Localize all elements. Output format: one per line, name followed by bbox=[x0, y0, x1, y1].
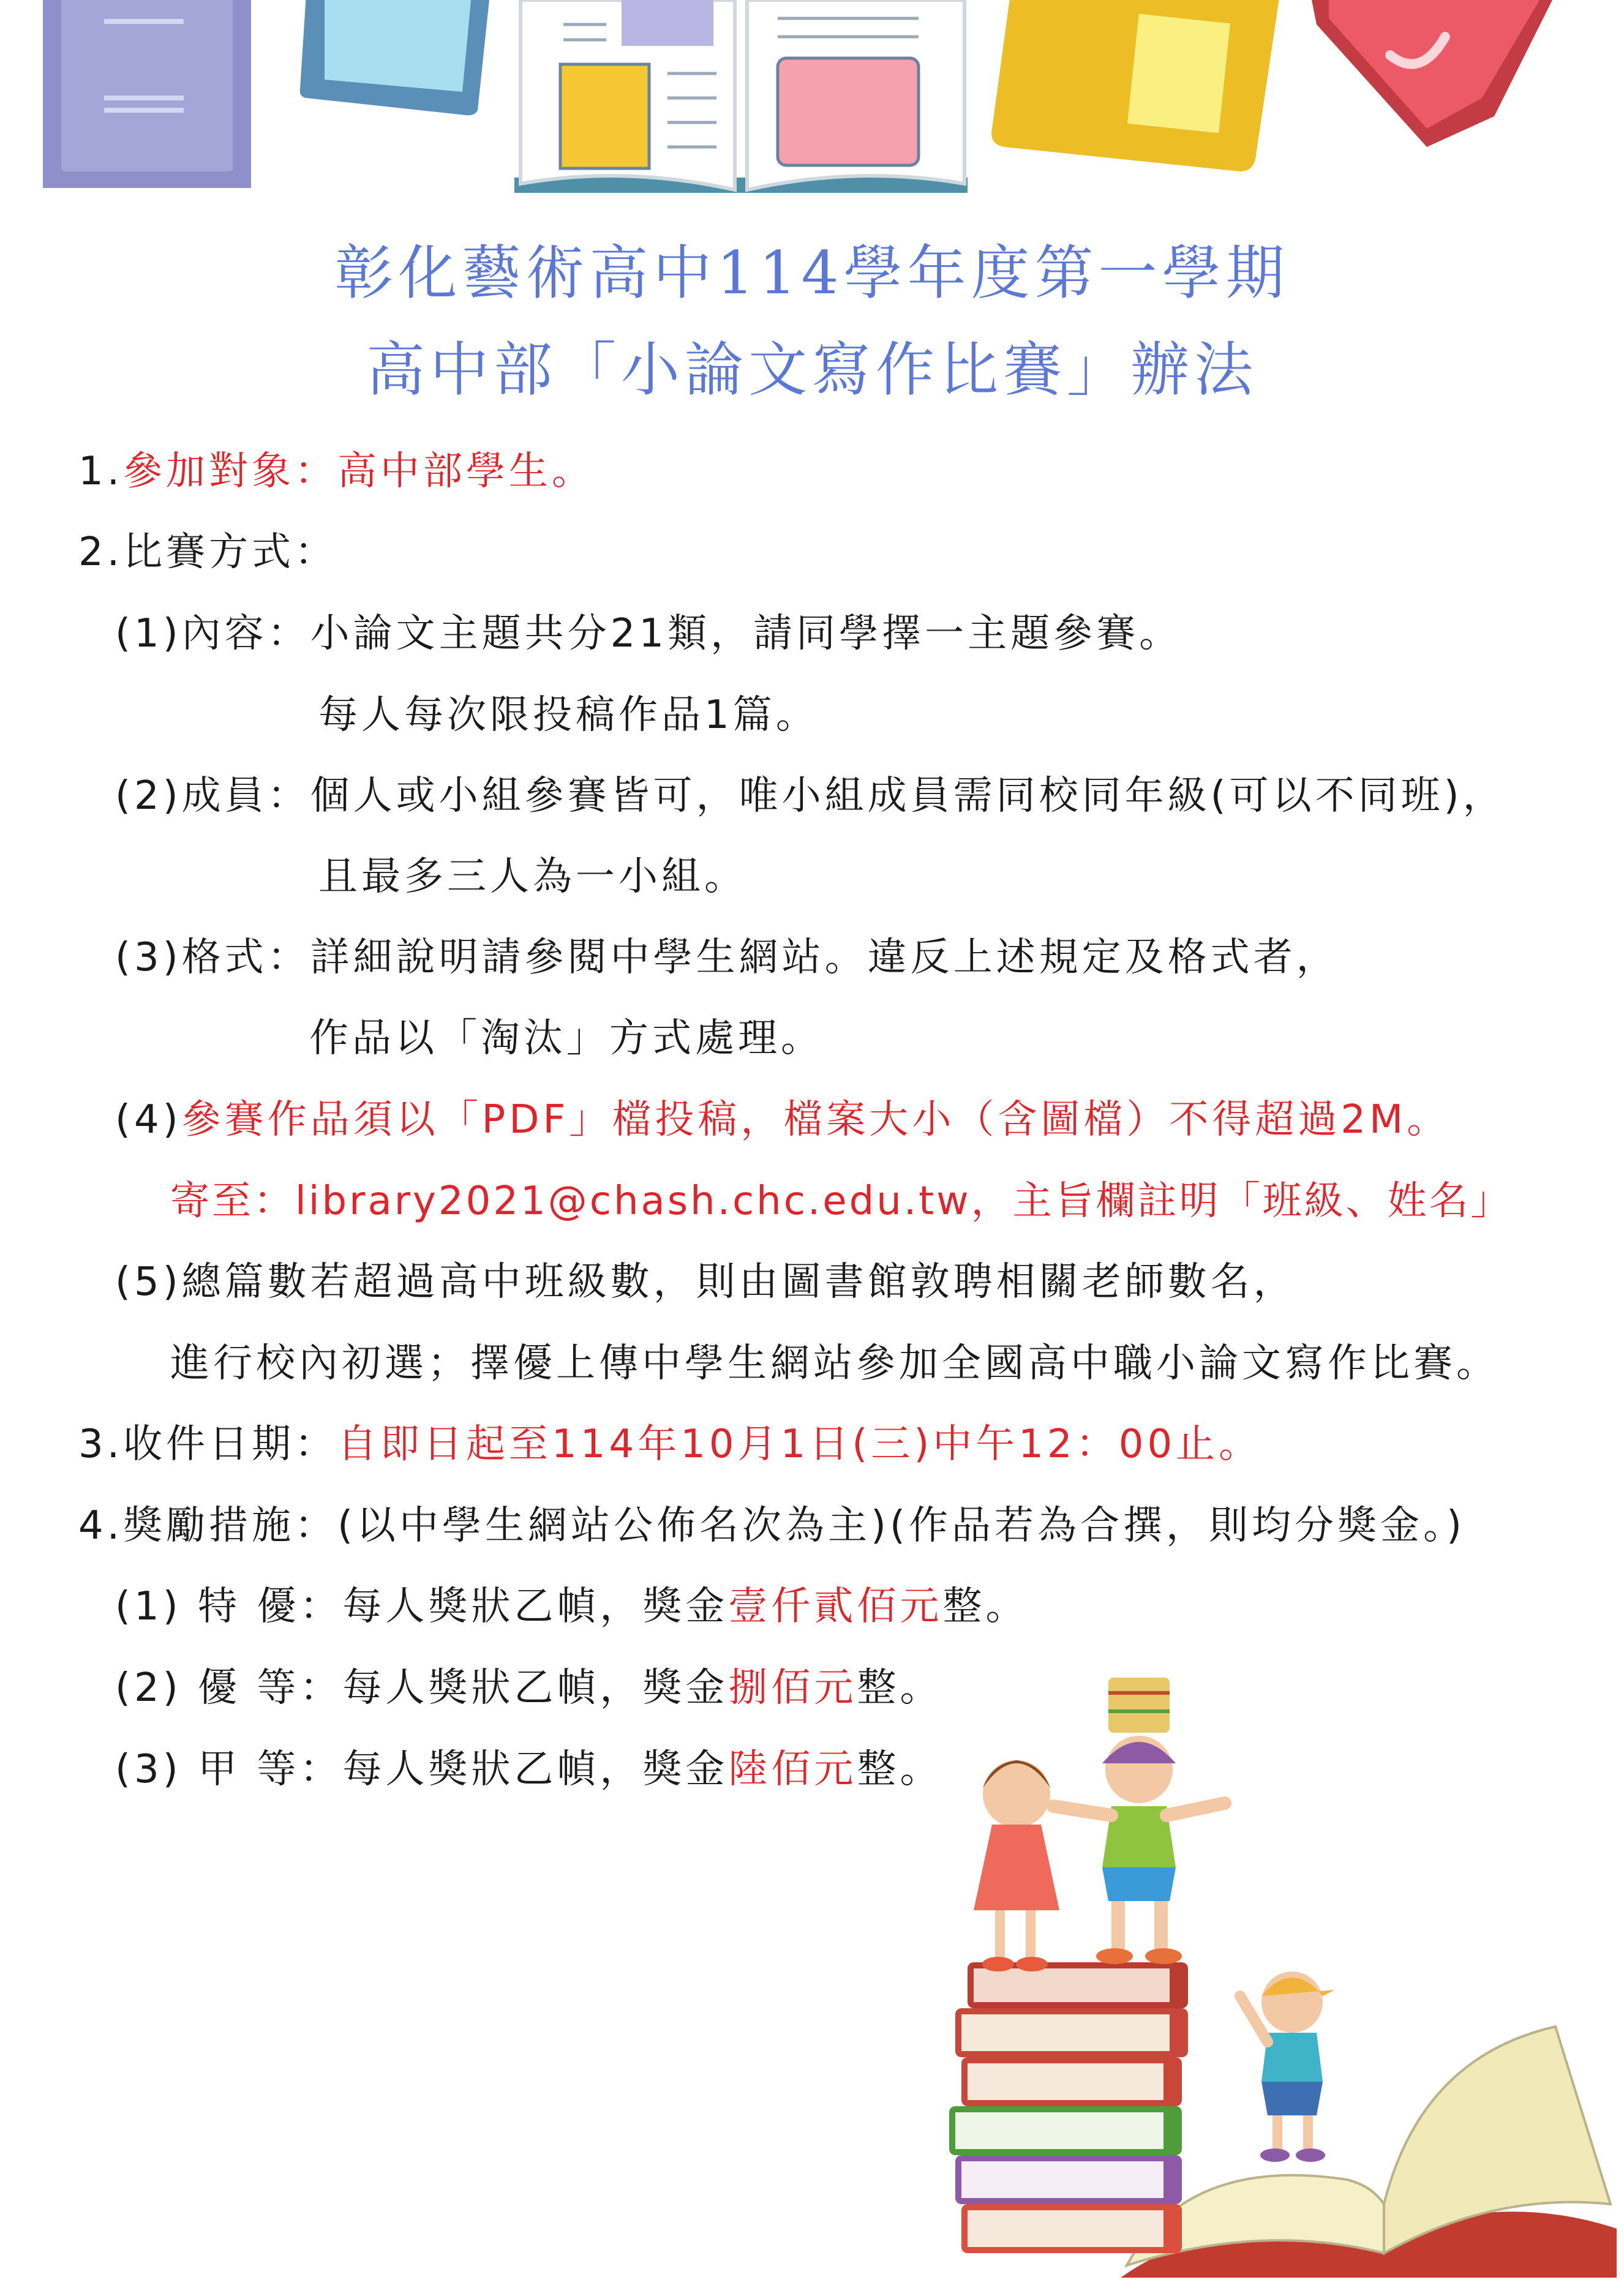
item-rewards: 4.獎勵措施：(以中學生網站公佈名次為主)(作品若為合撰，則均分獎金。) bbox=[78, 1503, 1465, 1548]
award-first: (1) 特 優：每人獎狀乙幀，獎金壹仟貳佰元整。 bbox=[115, 1584, 1029, 1629]
red-book-icon bbox=[1310, 0, 1555, 147]
item-participants: 1.參加對象：高中部學生。 bbox=[78, 449, 595, 494]
girl-figure-icon bbox=[974, 1760, 1059, 1971]
item-email: 寄至：library2021@chash.chc.edu.tw，主旨欄註明「班級、姓名」 bbox=[170, 1179, 1513, 1224]
item-competition-method: 2.比賽方式： bbox=[78, 530, 338, 575]
item-selection: (5)總篇數若超過高中班級數，則由圖書館敦聘相關老師數名， bbox=[115, 1259, 1296, 1305]
yellow-book-icon bbox=[991, 0, 1280, 171]
open-book-icon bbox=[514, 0, 968, 193]
item-selection-cont: 進行校內初選；擇優上傳中學生網站參加全國高中職小論文寫作比賽。 bbox=[170, 1341, 1499, 1386]
participants-text: 參加對象：高中部學生。 bbox=[123, 449, 595, 494]
award-second: (2) 優 等：每人獎狀乙幀，獎金捌佰元整。 bbox=[115, 1665, 943, 1711]
item-format-cont: 作品以「淘汰」方式處理。 bbox=[309, 1016, 824, 1061]
item-format: (3)格式：詳細說明請參閱中學生網站。違反上述規定及格式者， bbox=[115, 935, 1339, 980]
purple-book-icon bbox=[43, 0, 251, 188]
blue-book-icon bbox=[300, 0, 490, 115]
item-members: (2)成員：個人或小組參賽皆可，唯小組成員需同校同年級(可以不同班)， bbox=[115, 773, 1506, 819]
item-content: (1)內容：小論文主題共分21類，請同學擇一主題參賽。 bbox=[115, 611, 1182, 656]
book-stack-icon bbox=[949, 1962, 1188, 2253]
boy-on-books-icon bbox=[1053, 1678, 1225, 1964]
item-pdf: (4)參賽作品須以「PDF」檔投稿，檔案大小（含圖檔）不得超過2M。 bbox=[115, 1097, 1450, 1142]
top-books-illustration bbox=[0, 0, 1624, 202]
deadline-date: 自即日起至114年10月1日(三)中午12：00止。 bbox=[337, 1422, 1262, 1467]
award-third: (3) 甲 等：每人獎狀乙幀，獎金陸佰元整。 bbox=[115, 1747, 943, 1792]
item-deadline: 3.收件日期：自即日起至114年10月1日(三)中午12：00止。 bbox=[78, 1422, 1262, 1467]
item-content-cont: 每人每次限投稿作品1篇。 bbox=[318, 692, 819, 738]
kids-books-illustration bbox=[919, 1665, 1623, 2284]
page-title-line2: 高中部「小論文寫作比賽」辦法 bbox=[366, 336, 1258, 404]
small-boy-icon bbox=[1240, 1971, 1335, 2162]
page-title-line1: 彰化藝術高中114學年度第一學期 bbox=[334, 239, 1290, 307]
open-book-icon bbox=[1121, 2027, 1617, 2278]
item-members-cont: 且最多三人為一小組。 bbox=[318, 854, 747, 899]
